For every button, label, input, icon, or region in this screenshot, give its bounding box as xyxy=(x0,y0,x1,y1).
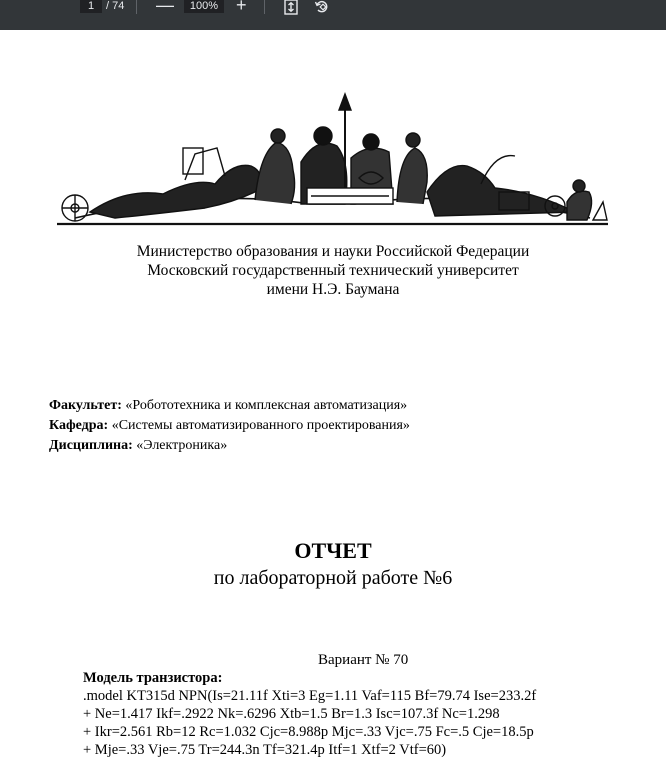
zoom-level-input[interactable]: 100% xyxy=(184,0,224,13)
transistor-model xyxy=(83,669,536,759)
faculty-label: Факультет: xyxy=(49,398,122,413)
university-emblem-image xyxy=(55,92,610,227)
header-line: Московский государственный технический университет xyxy=(147,262,519,279)
zoom-in-button[interactable]: + xyxy=(236,0,247,15)
model-line: + Ikr=2.561 Rb=12 Rc=1.032 Cjc=8.988p Mjc=.33 Vjc=.75 Fc=.5 Cje=18.5p xyxy=(83,724,534,740)
model-line: .model KT315d NPN(Is=21.11f Xti=3 Eg=1.11 Vaf=115 Bf=79.74 Ise=233.2f xyxy=(83,688,537,704)
discipline-label: Дисциплина: xyxy=(49,438,133,453)
discipline-row xyxy=(49,436,410,456)
pdf-toolbar xyxy=(0,0,666,30)
model-line: + Mje=.33 Vje=.75 Tr=244.3n Tf=321.4p Itf=1 Xtf=2 Vtf=60) xyxy=(83,742,447,758)
page-total-label: / 74 xyxy=(106,0,125,12)
header-line: Министерство образования и науки Российской Федерации xyxy=(136,243,530,260)
faculty-value: «Робототехника и комплексная автоматизация» xyxy=(121,398,408,413)
toolbar-divider xyxy=(264,0,265,14)
department-label: Кафедра: xyxy=(49,418,109,433)
department-row xyxy=(49,416,410,436)
rotate-icon[interactable] xyxy=(314,0,330,15)
toolbar-divider xyxy=(136,0,137,14)
discipline-value: «Электроника» xyxy=(132,438,228,453)
page-number-input[interactable]: 1 xyxy=(80,0,102,13)
report-title: ОТЧЕТ xyxy=(294,538,372,563)
report-subtitle: по лабораторной работе №6 xyxy=(213,567,453,589)
zoom-out-button[interactable]: — xyxy=(156,0,174,15)
header-line: имени Н.Э. Баумана xyxy=(266,281,400,298)
course-info xyxy=(49,396,410,456)
fit-page-icon[interactable] xyxy=(283,0,299,15)
model-heading: Модель транзистора: xyxy=(83,670,223,686)
ministry-header xyxy=(0,242,666,299)
model-line: + Ne=1.417 Ikf=.2922 Nk=.6296 Xtb=1.5 Br=1.3 Isc=107.3f Nc=1.298 xyxy=(83,706,500,722)
faculty-row xyxy=(49,396,410,416)
department-value: «Системы автоматизированного проектирования» xyxy=(108,418,410,433)
variant-label: Вариант № 70 xyxy=(318,652,409,668)
